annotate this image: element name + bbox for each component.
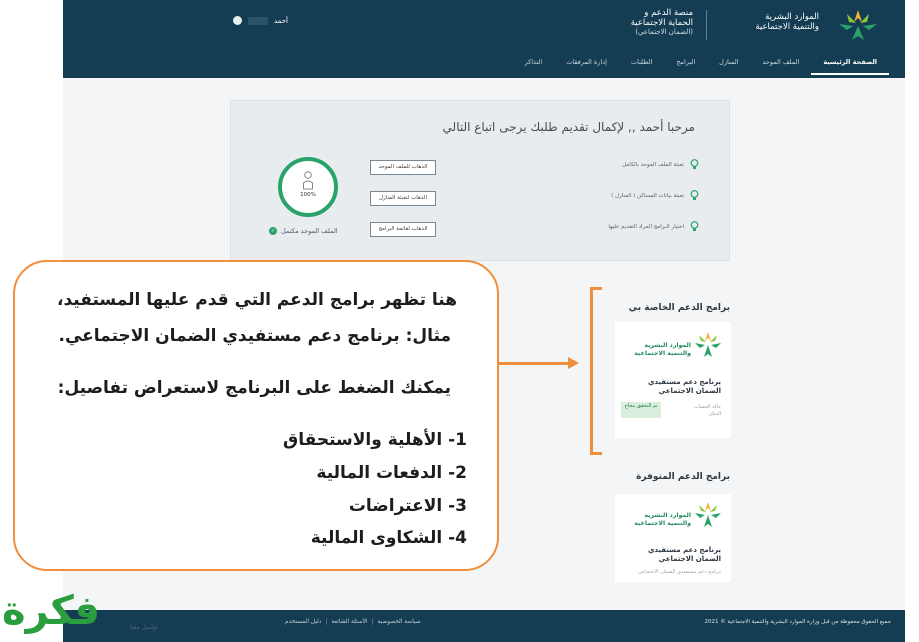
nav-houses[interactable]: المنازل [719, 58, 739, 66]
ministry-name-line1: الموارد البشرية [765, 12, 819, 22]
program-logo [625, 500, 723, 540]
lightbulb-icon [690, 221, 699, 232]
callout-line3: يمكنك الضغط على البرنامج لاستعراض تفاصيل: [57, 378, 451, 398]
task-label: تعبئة الملف الموحد بالكامل [622, 161, 684, 168]
highlight-bracket [590, 287, 602, 455]
status-badge: تم التحقق بنجاح [621, 402, 661, 418]
nav-tickets[interactable]: التذاكر [524, 58, 543, 66]
my-programs-title: برامج الدعم الخاصة بي [628, 303, 730, 313]
go-programs-button[interactable]: الذهاب لقائمة البرامج [370, 222, 436, 237]
user-avatar-icon[interactable] [233, 16, 242, 25]
nav-attachments[interactable]: إدارة المرفقات [566, 58, 607, 66]
header-divider [706, 10, 707, 40]
footer-link-guide[interactable]: دليل المستخدم [285, 619, 322, 625]
logo-text [634, 512, 691, 527]
progress-value: 100% [300, 192, 316, 198]
task-label: تعبئة بيانات المساكن ( المنازل ) [611, 192, 684, 199]
program-logo [625, 330, 723, 370]
arrow-head-icon [568, 357, 579, 369]
platform-name-line2: الحماية الاجتماعية [630, 17, 693, 28]
callout-line2: مثال: برنامج دعم مستفيدي الضمان الاجتماعي. [58, 326, 451, 346]
user-menu[interactable] [233, 16, 288, 25]
nav-unified-file[interactable]: الملف الموحد [762, 58, 800, 66]
footer-link-privacy[interactable]: سياسة الخصوصية [377, 619, 421, 625]
program-name[interactable]: برنامج دعم مستفيدي الضمان الاجتماعي [647, 378, 721, 395]
footer-separator: | [325, 619, 328, 625]
user-name-masked [248, 17, 268, 25]
nav-programs[interactable]: البرامج [676, 58, 696, 66]
task-programs [608, 221, 699, 232]
my-program-card[interactable] [615, 322, 731, 438]
ministry-name-line2: والتنمية الاجتماعية [755, 22, 819, 32]
copyright: جميع الحقوق محفوظة من قبل وزارة الموارد البشرية والتنمية الاجتماعية © 2021 [704, 619, 891, 625]
main-nav [513, 52, 889, 75]
logo-text-line2: والتنمية الاجتماعية [634, 349, 691, 357]
top-header [63, 0, 905, 78]
welcome-title: مرحبا أحمد ,, لإكمال تقديم طلبك يرجى اتباع التالي [442, 120, 695, 134]
footer-contact[interactable]: تواصل معنا [130, 624, 158, 631]
platform-name [631, 9, 693, 38]
available-programs-title: برامج الدعم المتوفرة [636, 472, 730, 482]
explanation-callout [13, 260, 499, 571]
profile-progress-ring [278, 157, 338, 217]
footer-separator: | [371, 619, 374, 625]
watermark-logo [0, 578, 160, 642]
lightbulb-icon [690, 159, 699, 170]
callout-item3: 3- الاعتراضات [348, 496, 467, 516]
task-label: اختيار البرامج المراد التقديم عليها [608, 223, 684, 230]
arrow-line [499, 362, 571, 365]
logo-text-line1: الموارد البشرية [644, 512, 691, 519]
nav-home[interactable]: الصفحة الرئيسية [811, 52, 889, 75]
check-icon: ✓ [270, 228, 276, 234]
logo-text [634, 342, 691, 357]
bank-status-label [694, 404, 721, 418]
lightbulb-icon [690, 190, 699, 201]
ministry-logo-icon[interactable] [829, 6, 887, 46]
bank-status-line1: حالة الحساب [693, 404, 721, 410]
task-houses [611, 190, 699, 201]
footer [63, 610, 905, 642]
callout-item2: 2- الدفعات المالية [316, 463, 467, 483]
callout-line1: هنا تظهر برامج الدعم التي قدم عليها المستفيد، [57, 290, 457, 310]
platform-name-line1: منصة الدعم و [644, 8, 693, 18]
footer-link-faq[interactable]: الأسئلة الشائعة [331, 619, 368, 625]
ministry-name [755, 12, 819, 32]
person-icon [303, 171, 313, 190]
callout-item1: 1- الأهلية والاستحقاق [283, 430, 467, 450]
ministry-logo-icon [693, 330, 723, 364]
welcome-card [230, 100, 730, 261]
go-houses-button[interactable]: الذهاب لتعبئة المنازل [370, 191, 436, 206]
profile-complete-status [269, 227, 338, 235]
watermark-text: فكرة [2, 588, 100, 634]
ministry-logo-icon [693, 500, 723, 534]
available-program-card[interactable] [615, 494, 731, 582]
logo-text-line2: والتنمية الاجتماعية [634, 519, 691, 527]
complete-label: الملف الموحد مكتمل [281, 227, 338, 235]
program-name[interactable]: برنامج دعم مستفيدي الضمان الاجتماعي [647, 546, 721, 563]
user-name: أحمد [274, 16, 288, 25]
footer-links [285, 619, 421, 625]
logo-text-line1: الموارد البشرية [644, 342, 691, 349]
platform-name-line3: (الضمان الاجتماعي) [635, 28, 693, 36]
go-unified-file-button[interactable]: الذهاب للملف الموحد [370, 160, 436, 175]
program-description: برنامج دعم مستفيدي الضمان الاجتماعي [638, 569, 721, 575]
nav-requests[interactable]: الطلبات [630, 58, 653, 66]
callout-item4: 4- الشكاوى المالية [310, 528, 467, 548]
task-unified-file [622, 159, 699, 170]
bank-status-line2: البنكي [708, 411, 721, 417]
